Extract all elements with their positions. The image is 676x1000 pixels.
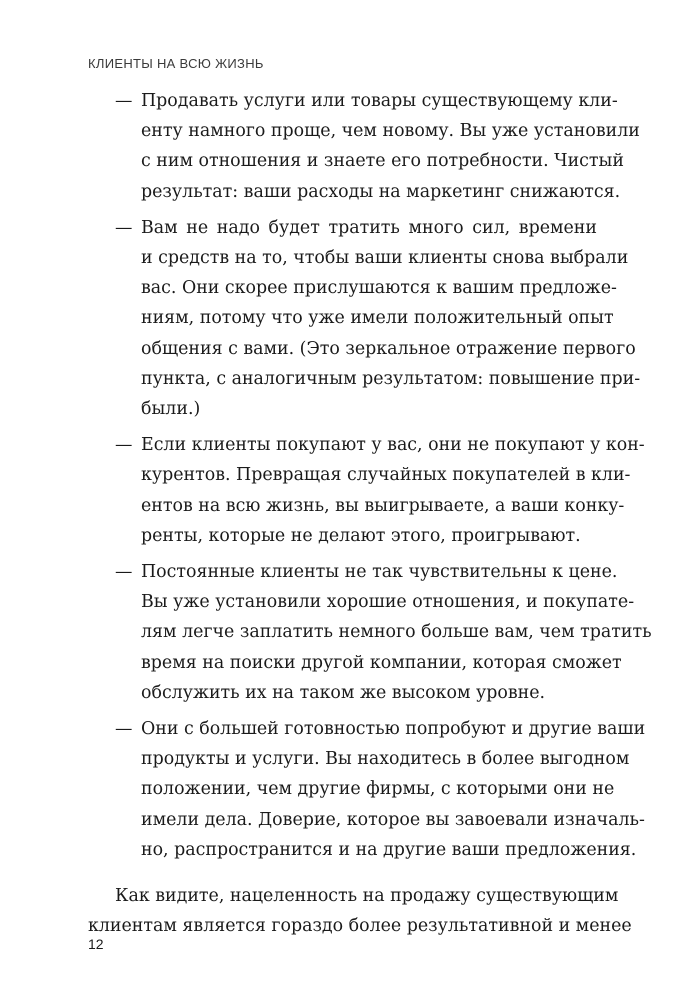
text-line: Вы уже установили хорошие отношения, и покупате- xyxy=(141,592,635,613)
text-line: вас. Они скорее прислушаются к вашим предложе- xyxy=(141,278,617,299)
text-line: с ним отношения и знаете его потребности. Чистый xyxy=(141,151,624,172)
text-line: Продавать услуги или товары существующему кли- xyxy=(141,91,618,111)
paragraph xyxy=(88,881,632,941)
list-item xyxy=(88,714,646,865)
text-line: Как видите, нацеленность на продажу существующим xyxy=(115,886,619,907)
text-line: и средств на то, чтобы ваши клиенты снова выбрали xyxy=(141,248,629,269)
text-line: результат: ваши расходы на маркетинг снижаются. xyxy=(141,181,621,202)
text-line: Вам не надо будет тратить много сил, времени xyxy=(141,217,597,238)
text-line: обслужить их на таком же высоком уровне. xyxy=(141,682,546,703)
text-line: продукты и услуги. Вы находитесь в более выгодном xyxy=(141,749,630,770)
list-item xyxy=(88,430,645,551)
em-dash: — xyxy=(115,217,133,238)
body-text xyxy=(88,86,652,941)
text-line: положении, чем другие фирмы, с которыми они не xyxy=(141,779,615,800)
list-item xyxy=(88,213,641,424)
text-line: енту намного проще, чем новому. Вы уже установили xyxy=(141,121,640,142)
em-dash: — xyxy=(115,719,133,740)
text-line: Они с большей готовностью попробуют и другие ваши xyxy=(141,719,646,740)
text-line: лям легче заплатить немного больше вам, чем тратить xyxy=(141,622,652,643)
em-dash: — xyxy=(115,435,133,456)
em-dash: — xyxy=(115,91,133,111)
list-item xyxy=(88,557,652,708)
em-dash: — xyxy=(115,562,133,583)
text-line: общения с вами. (Это зеркальное отражение первого xyxy=(141,338,636,359)
list-item xyxy=(88,86,640,207)
text-line: ентов на всю жизнь, вы выигрываете, а ваши конку- xyxy=(141,495,625,516)
text-line: были.) xyxy=(141,399,201,420)
text-line: Если клиенты покупают у вас, они не покупают у кон- xyxy=(141,435,645,456)
text-line: ниям, потому что уже имели положительный опыт xyxy=(141,308,614,329)
text-line: но, распространится и на другие ваши предложения. xyxy=(141,839,637,860)
text-line: пункта, с аналогичным результатом: повышение при- xyxy=(141,368,641,389)
text-line: Постоянные клиенты не так чувствительны к цене. xyxy=(141,562,618,583)
text-line: курентов. Превращая случайных покупателей в кли- xyxy=(141,465,631,486)
page-number: 12 xyxy=(88,936,104,952)
text-line: имели дела. Доверие, которое вы завоевали изначаль- xyxy=(141,809,645,830)
running-head: КЛИЕНТЫ НА ВСЮ ЖИЗНЬ xyxy=(88,56,264,71)
text-line: ренты, которые не делают этого, проигрывают. xyxy=(141,525,581,546)
text-line: клиентам является гораздо более результативной и менее xyxy=(88,916,632,937)
text-line: время на поиски другой компании, которая сможет xyxy=(141,652,622,673)
